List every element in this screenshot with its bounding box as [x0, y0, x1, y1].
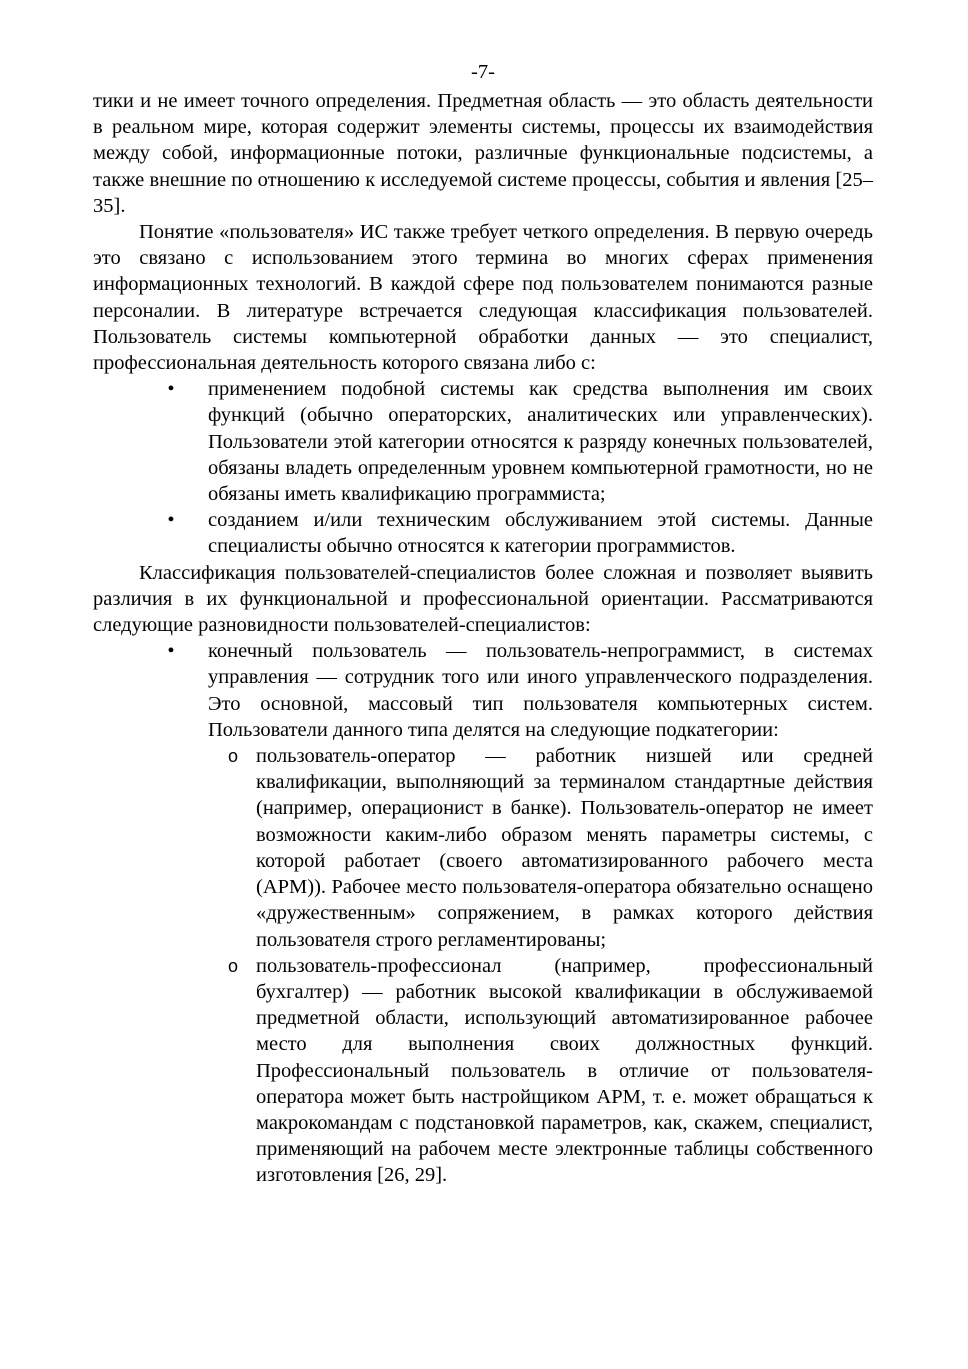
sub-list-item-text: пользователь-профессионал (например, профессиональный бухгалтер) — работник высокой квалификации в обслуживаемой предметной области, использующий автоматизированное рабочее место для выполнения своих должностных функций. Профессиональный пользователь в отличие от пользователя-оператора может быть настройщиком АРМ, т. е. может обращаться к макрокомандам с подстановкой параметров, как, скажем, специалист, применяющий на рабочем месте электронные таблицы собственного изготовления [26, 29].	[256, 954, 873, 1187]
list-item	[93, 376, 873, 507]
list-item-text: созданием и/или техническим обслуживанием этой системы. Данные специалисты обычно относятся к категории программистов.	[208, 509, 873, 558]
bullet-marker: •	[167, 640, 175, 663]
specialist-types-list	[93, 638, 873, 1188]
circle-marker: o	[227, 955, 238, 976]
list-item-text: применением подобной системы как средства выполнения им своих функций (обычно операторских, аналитических или управленческих). Пользователи этой категории относятся к разряду конечных пользователей, обязаны владеть определенным уровнем компьютерной грамотности, но не обязаны иметь квалификацию программиста;	[208, 378, 873, 506]
circle-marker: o	[227, 746, 238, 767]
page-number: -7-	[471, 61, 495, 83]
list-item	[93, 507, 873, 559]
user-types-list	[93, 376, 873, 559]
sub-list-item	[208, 953, 873, 1189]
bullet-marker: •	[167, 378, 175, 401]
paragraph-domain-definition: тики и не имеет точного определения. Предметная область — это область деятельности в реальном мире, которая содержит элементы системы, процессы их взаимодействия между собой, информационные потоки, различные функциональные подсистемы, а также внешние по отношению к исследуемой системе процессы, события и явления [25–35].	[93, 90, 873, 217]
list-item	[93, 638, 873, 1188]
bullet-marker: •	[167, 509, 175, 532]
list-item-text: конечный пользователь — пользователь-непрограммист, в системах управления — сотрудник того или иного управленческого подразделения. Это основной, массовый тип пользователя компьютерных систем. Пользователи данного типа делятся на следующие подкатегории:	[208, 640, 873, 741]
end-user-subcategories-list	[208, 743, 873, 1188]
paragraph-specialist-classification: Классификация пользователей-специалистов более сложная и позволяет выявить различия в их функциональной и профессиональной ориентации. Рассматриваются следующие разновидности пользователей-специалистов:	[93, 561, 873, 637]
sub-list-item	[208, 743, 873, 953]
sub-list-item-text: пользователь-оператор — работник низшей или средней квалификации, выполняющий за терминалом стандартные действия (например, операционист в банке). Пользователь-оператор не имеет возможности каким-либо образом менять параметры системы, с которой работает (своего автоматизированного рабочего места (АРМ)). Рабочее место пользователя-оператора обязательно оснащено «дружественным» сопряжением, в рамках которого действия пользователя строго регламентированы;	[256, 745, 873, 951]
paragraph-user-definition: Понятие «пользователя» ИС также требует четкого определения. В первую очередь это связано с использованием этого термина во многих сферах применения информационных технологий. В каждой сфере под пользователем понимаются разные персоналии. В литературе встречается следующая классификация пользователей. Пользователь системы компьютерной обработки данных — это специалист, профессиональная деятельность которого связана либо с:	[93, 221, 873, 375]
document-page	[93, 56, 873, 1189]
